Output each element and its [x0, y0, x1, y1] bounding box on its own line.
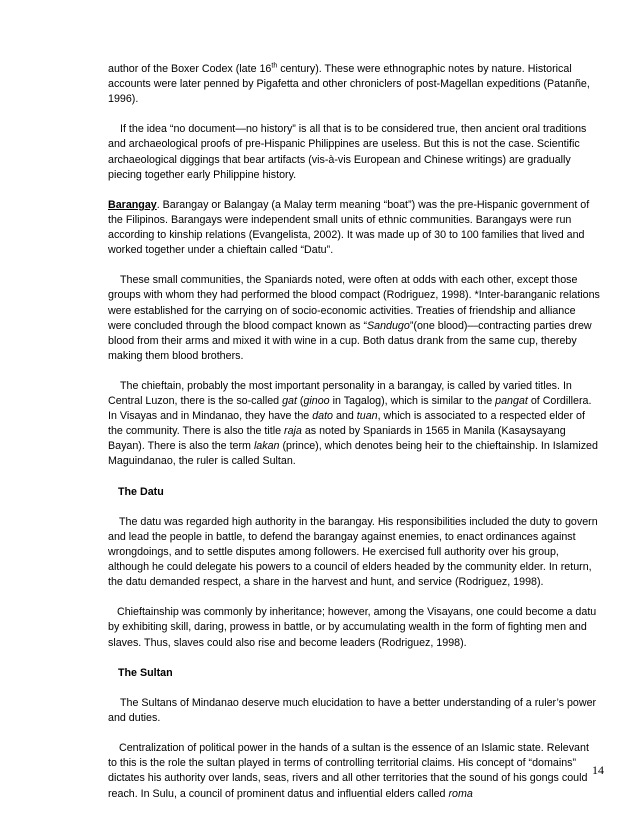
italic-term: ginoo — [303, 395, 330, 408]
page-number: 14 — [592, 763, 604, 777]
paragraph-barangay — [108, 198, 600, 258]
section-heading-sultan: The Sultan — [118, 666, 173, 679]
text-run: The chieftain, probably the most important personality in a barangay, is called by varied titles. In Central Luzon, there is the so-called — [108, 379, 572, 408]
text-run: Centralization of political power in the hands of a sultan is the essence of an Islamic state. Relevant to this is the role the sultan played in terms of controlling territorial claims. His concept of “domains” dictates his authority over lands, seas, rivers and all other territories that the sound of his gongs could reach. In Sulu, a council of prominent datus and influential elders called — [108, 742, 589, 800]
text-run: ”(one blood)—contracting parties drew blood from their arms and mixed it with wine in a cup. Both datus drank from the same cup, thereby making them blood brothers. — [108, 319, 592, 362]
italic-term: pangat — [495, 395, 528, 408]
paragraph-sultans-mindanao: The Sultans of Mindanao deserve much elucidation to have a better understanding of a ruler’s power and duties. — [108, 696, 597, 725]
text-run: as noted by Spaniards in 1565 in Manila (Kasaysayang Bayan). There is also the term — [108, 425, 566, 453]
term-barangay: Barangay — [108, 198, 157, 211]
section-heading-datu: The Datu — [118, 485, 164, 498]
paragraph-centralization — [108, 741, 600, 801]
document-page — [108, 62, 600, 817]
superscript: th — [271, 62, 278, 70]
italic-term: tuan — [356, 410, 378, 423]
text-run: and — [333, 410, 357, 423]
text-run: These small communities, the Spaniards noted, were often at odds with each other, except those groups with whom they had performed the blood compact (Rodriguez, 1998). *Inter-baranganic relations were established for the carrying on of socio-economic activities. Treaties of friendship and alliance were concluded through the blood compact known as “ — [108, 274, 600, 332]
italic-term: Sandugo — [367, 319, 410, 332]
paragraph-small-communities — [108, 273, 600, 364]
paragraph-chieftainship: Chieftainship was commonly by inheritance; however, among the Visayans, one could become a datu by exhibiting skill, daring, prowess in battle, or by accumulating wealth in the form of fighting men and slaves. Thus, slaves could also rise and become leaders (Rodriguez, 1998). — [108, 606, 597, 649]
paragraph-no-document: If the idea “no document—no history” is all that is to be considered true, then ancient oral traditions and archaeological proofs of pre-Hispanic Philippines are useless. But this is not the case. Scientific archaeological diggings that bear artifacts (vis-à-vis European and Chinese writings) are gradually piecing together early Philippine history. — [108, 123, 587, 181]
text-run: in Tagalog), which is similar to the — [329, 395, 496, 408]
paragraph-datu-authority: The datu was regarded high authority in the barangay. His responsibilities included the duty to govern and lead the people in battle, to defend the barangay against enemies, to enact ordinances against wrongdoings, and to settle disputes among followers. He exercised full authority over his group, although he could delegate his powers to a council of elders headed by the community elder. In return, the datu demanded respect, a share in the harvest and hunt, and service (Rodriguez, 1998). — [108, 515, 598, 589]
paragraph-chieftain — [108, 379, 600, 470]
text-run: author of the Boxer Codex (late 16 — [108, 63, 272, 75]
italic-term: gat — [282, 395, 297, 408]
italic-term: dato — [312, 410, 334, 423]
text-run: , which is associated to a respected elder of the community. There is also the title — [108, 410, 585, 438]
text-run: ( — [296, 395, 304, 408]
italic-term: lakan — [253, 440, 280, 453]
text-run: (prince), which denotes being heir to the chieftainship. In Islamized Maguindanao, the ruler is called Sultan. — [108, 440, 598, 468]
text-run: . Barangay or Balangay (a Malay term meaning “boat”) was the pre-Hispanic government of the Filipinos. Barangays were independent small units of ethnic communities. Barangays were run according to kinship relations (Evangelista, 2002). It was made up of 30 to 100 families that lived and worked together under a chieftain called “Datu”. — [108, 198, 590, 257]
text-run: century). These were ethnographic notes by nature. Historical accounts were later penned by Pigafetta and other chroniclers of post-Magellan expeditions (Patanñe, 1996). — [108, 63, 590, 106]
italic-term: roma — [448, 787, 473, 800]
italic-term: raja — [284, 425, 302, 438]
paragraph-boxer-codex — [108, 62, 600, 107]
text-run: of Cordillera. In Visayas and in Mindanao, they have the — [108, 395, 592, 423]
